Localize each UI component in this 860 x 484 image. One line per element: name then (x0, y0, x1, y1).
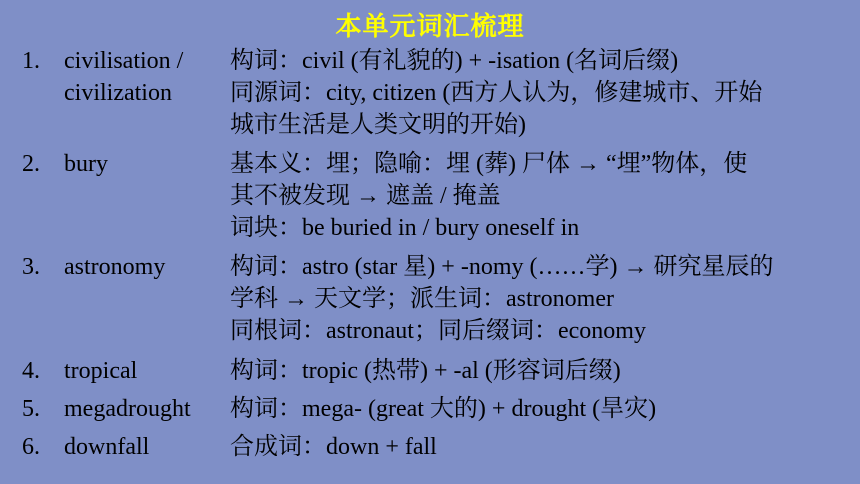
desc-line: 同根词：astronaut；同后缀词：economy (230, 318, 646, 344)
entry-description (230, 355, 840, 387)
word-line: bury (64, 151, 108, 177)
entry-word (64, 148, 234, 180)
word-line: astronomy (64, 254, 166, 280)
desc-line: 学科 → 天文学；派生词：astronomer (230, 286, 614, 312)
desc-line: 基本义：埋；隐喻：埋 (葬) 尸体 → “埋”物体，使 (230, 151, 748, 177)
entry-description (230, 251, 840, 347)
desc-line: 城市生活是人类文明的开始) (230, 112, 526, 138)
entry-description (230, 431, 840, 463)
page-title: 本单元词汇梳理 (335, 12, 525, 42)
entry-word (64, 431, 234, 463)
entry-word (64, 393, 234, 425)
entry-number: 6. (22, 434, 40, 460)
entry-number: 3. (22, 254, 40, 280)
entry-word (64, 355, 234, 387)
entry-number: 2. (22, 151, 40, 177)
entry-description (230, 148, 840, 244)
entry-number: 1. (22, 48, 40, 74)
entry-word (64, 251, 234, 283)
entry-description (230, 393, 840, 425)
word-line: megadrought (64, 396, 191, 422)
word-line: downfall (64, 434, 150, 460)
word-line: civilization (64, 80, 172, 106)
desc-line: 构词：mega- (great 大的) + drought (旱灾) (230, 396, 657, 422)
entry-number: 5. (22, 396, 40, 422)
desc-line: 其不被发现 → 遮盖 / 掩盖 (230, 183, 501, 209)
desc-line: 合成词：down + fall (230, 434, 437, 460)
entry-word (64, 45, 234, 109)
desc-line: 构词：civil (有礼貌的) + -isation (名词后缀) (230, 48, 679, 74)
desc-line: 词块：be buried in / bury oneself in (230, 215, 580, 241)
word-line: civilisation / (64, 48, 184, 74)
desc-line: 构词：astro (star 星) + -nomy (……学) → 研究星辰的 (230, 254, 774, 280)
desc-line: 同源词：city, citizen (西方人认为，修建城市、开始 (230, 80, 763, 106)
entry-number: 4. (22, 358, 40, 384)
word-line: tropical (64, 358, 138, 384)
desc-line: 构词：tropic (热带) + -al (形容词后缀) (230, 358, 621, 384)
entry-description (230, 45, 840, 141)
